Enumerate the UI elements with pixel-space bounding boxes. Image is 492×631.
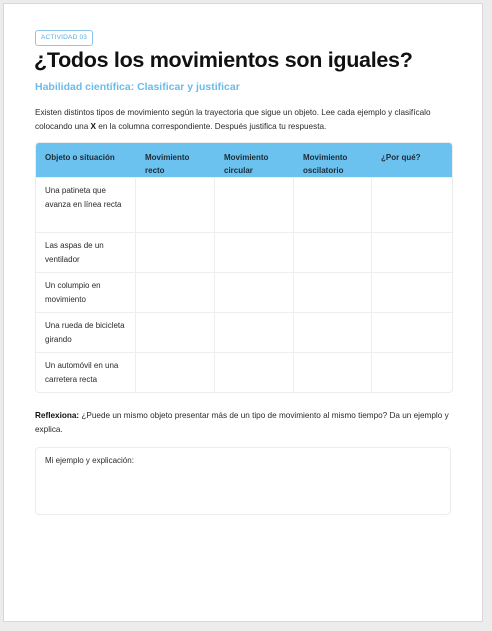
table-row <box>36 312 452 352</box>
row-object: Una patineta que avanza en línea recta <box>36 177 136 232</box>
table-row <box>36 177 452 232</box>
header-circular: Movimiento circular <box>215 143 294 177</box>
header-object: Objeto o situación <box>36 143 136 177</box>
cell-straight[interactable] <box>136 177 215 232</box>
cell-straight[interactable] <box>136 312 215 352</box>
cell-oscillatory[interactable] <box>294 312 372 352</box>
table-row <box>36 352 452 392</box>
header-oscillatory: Movimiento oscilatorio <box>294 143 372 177</box>
instructions-mark: X <box>90 122 97 131</box>
instructions-text-2: en la columna correspondiente. Después justifica tu respuesta. <box>96 122 327 131</box>
cell-circular[interactable] <box>215 312 294 352</box>
instructions-text-1: Existen distintos tipos de movimiento según la trayectoria que sigue un objeto. Lee cada ejemplo y clasifícalo colocando una <box>35 108 431 131</box>
row-object: Una rueda de bicicleta girando <box>36 312 136 352</box>
worksheet-page <box>3 3 483 622</box>
cell-straight[interactable] <box>136 352 215 392</box>
cell-oscillatory[interactable] <box>294 232 372 272</box>
cell-straight[interactable] <box>136 272 215 312</box>
page-title: ¿Todos los movimientos son iguales? <box>34 48 413 72</box>
instructions <box>35 106 455 134</box>
cell-why[interactable] <box>372 232 452 272</box>
row-object: Un automóvil en una carretera recta <box>36 352 136 392</box>
header-why: ¿Por qué? <box>372 143 452 177</box>
activity-tag: ACTIVIDAD 03 <box>35 30 93 46</box>
cell-oscillatory[interactable] <box>294 177 372 232</box>
cell-circular[interactable] <box>215 177 294 232</box>
cell-circular[interactable] <box>215 352 294 392</box>
classification-table <box>35 142 453 393</box>
cell-circular[interactable] <box>215 232 294 272</box>
table-row <box>36 272 452 312</box>
cell-oscillatory[interactable] <box>294 352 372 392</box>
cell-why[interactable] <box>372 352 452 392</box>
cell-oscillatory[interactable] <box>294 272 372 312</box>
cell-circular[interactable] <box>215 272 294 312</box>
skill-subtitle: Habilidad científica: Clasificar y justificar <box>35 81 240 93</box>
answer-box-label: Mi ejemplo y explicación: <box>45 456 134 465</box>
cell-why[interactable] <box>372 272 452 312</box>
cell-straight[interactable] <box>136 232 215 272</box>
table-row <box>36 232 452 272</box>
cell-why[interactable] <box>372 177 452 232</box>
row-object: Las aspas de un ventilador <box>36 232 136 272</box>
row-object: Un columpio en movimiento <box>36 272 136 312</box>
answer-box[interactable] <box>35 447 451 515</box>
reflection-label: Reflexiona: <box>35 411 80 420</box>
reflection-prompt <box>35 409 455 437</box>
reflection-question: ¿Puede un mismo objeto presentar más de un tipo de movimiento al mismo tiempo? Da un ejemplo y explica. <box>35 411 449 434</box>
cell-why[interactable] <box>372 312 452 352</box>
header-straight: Movimiento recto <box>136 143 215 177</box>
table-header-row <box>36 143 452 177</box>
